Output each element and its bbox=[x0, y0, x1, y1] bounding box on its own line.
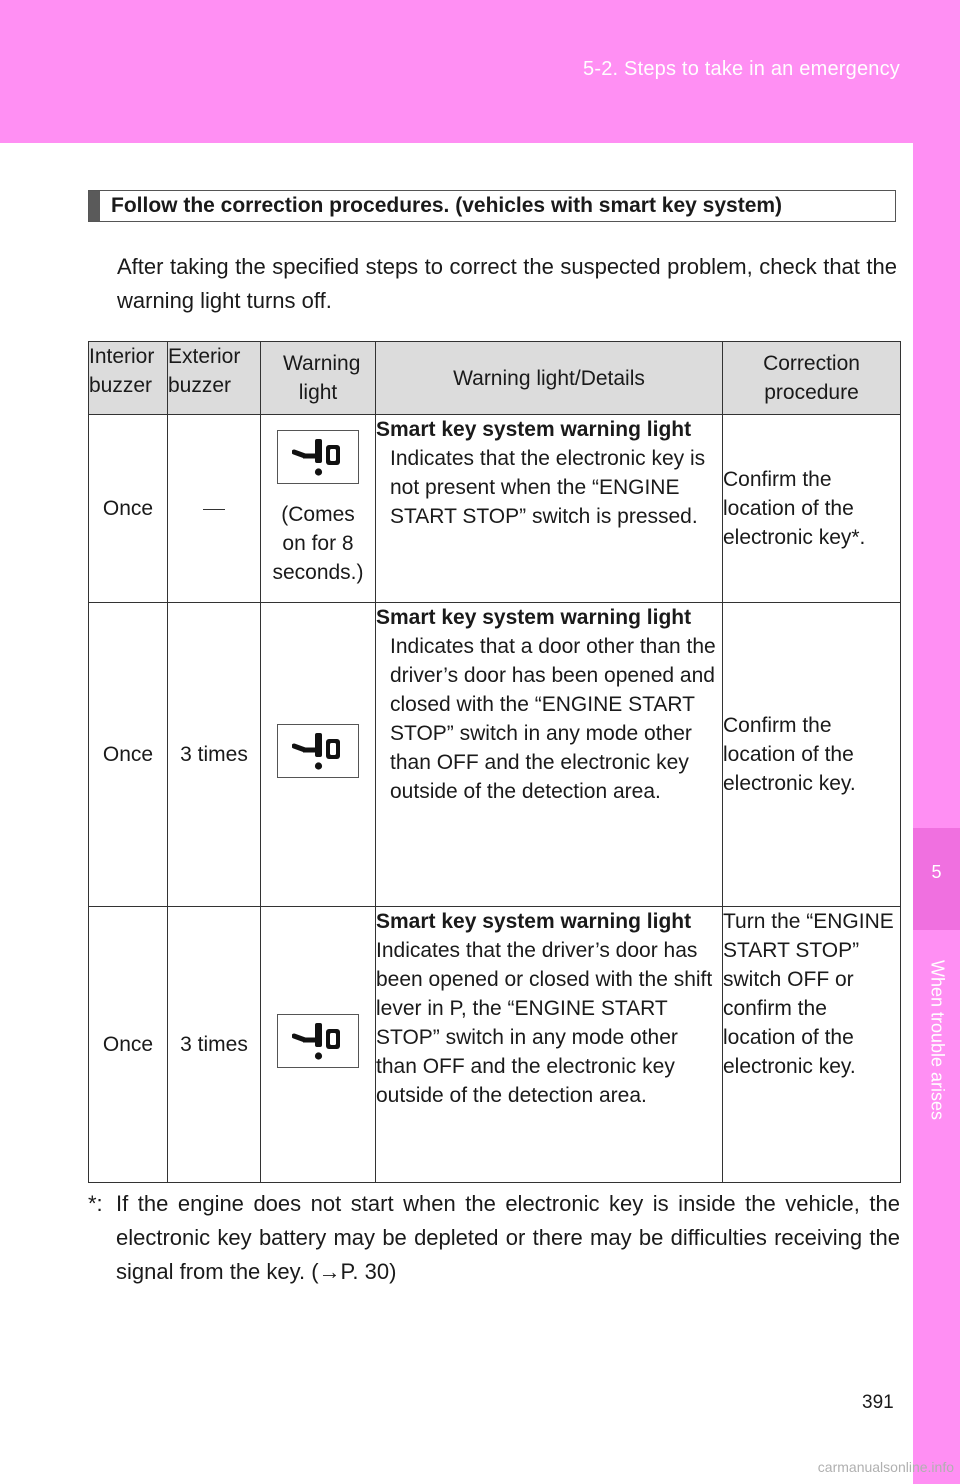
intro-paragraph: After taking the specified steps to correct the suspected problem, check that the warning light turns off. bbox=[117, 254, 897, 313]
correction-cell: Confirm the location of the electronic key. bbox=[723, 603, 901, 907]
page-number: 391 bbox=[862, 1392, 894, 1413]
header-warning-light: Warning light bbox=[261, 342, 376, 415]
heading-text: Follow the correction procedures. (vehicles with smart key system) bbox=[111, 194, 783, 217]
table-row bbox=[89, 415, 901, 603]
exterior-buzzer-cell: 3 times bbox=[168, 907, 261, 1183]
details-title: Smart key system warning light bbox=[376, 910, 692, 933]
dash-icon bbox=[203, 509, 225, 510]
smart-key-warning-icon bbox=[277, 724, 359, 778]
page-header bbox=[0, 0, 960, 143]
details-title: Smart key system warning light bbox=[376, 418, 692, 441]
table-header-row bbox=[89, 342, 901, 415]
header-details: Warning light/Details bbox=[376, 342, 723, 415]
interior-buzzer-cell: Once bbox=[89, 907, 168, 1183]
details-cell bbox=[376, 603, 723, 907]
footnote bbox=[88, 1187, 900, 1289]
header-interior-buzzer: Interior buzzer bbox=[89, 342, 168, 415]
side-tab bbox=[913, 143, 960, 1484]
details-cell bbox=[376, 907, 723, 1183]
header-section-title: 5-2. Steps to take in an emergency bbox=[583, 58, 900, 80]
warning-table bbox=[88, 341, 901, 1183]
interior-buzzer-cell: Once bbox=[89, 415, 168, 603]
header-correction: Correction procedure bbox=[723, 342, 901, 415]
watermark: carmanualsonline.info bbox=[817, 1459, 954, 1475]
correction-cell: Turn the “ENGINE START STOP” switch OFF or confirm the location of the electronic key. bbox=[723, 907, 901, 1183]
details-text: Indicates that a door other than the driver’s door has been opened and closed with the “ENGINE START STOP” switch in any mode other than OFF and the electronic key outside of the detection area. bbox=[390, 635, 716, 803]
warning-light-cell bbox=[261, 603, 376, 907]
warning-light-cell bbox=[261, 415, 376, 603]
table-row bbox=[89, 907, 901, 1183]
correction-cell: Confirm the location of the electronic key*. bbox=[723, 415, 901, 603]
footnote-mark: *: bbox=[88, 1191, 103, 1216]
exterior-buzzer-cell: 3 times bbox=[168, 603, 261, 907]
details-title: Smart key system warning light bbox=[376, 606, 692, 629]
details-text: Indicates that the driver’s door has been opened or closed with the shift lever in P, the “ENGINE START STOP” switch in any mode other than OFF and the electronic key outside of the detection area. bbox=[376, 939, 713, 1107]
heading-bar bbox=[89, 191, 100, 221]
warning-light-note: (Comes on for 8 seconds.) bbox=[272, 503, 364, 584]
details-text: Indicates that the electronic key is not present when the “ENGINE START STOP” switch is pressed. bbox=[390, 447, 706, 528]
interior-buzzer-cell: Once bbox=[89, 603, 168, 907]
details-cell bbox=[376, 415, 723, 603]
exterior-buzzer-cell bbox=[168, 415, 261, 603]
footnote-text: If the engine does not start when the electronic key is inside the vehicle, the electronic key battery may be depleted or there may be difficulties receiving the signal from the key. (→P. 30) bbox=[116, 1191, 900, 1284]
warning-light-cell bbox=[261, 907, 376, 1183]
section-heading bbox=[88, 190, 896, 222]
smart-key-warning-icon bbox=[277, 430, 359, 484]
smart-key-warning-icon bbox=[277, 1014, 359, 1068]
table-row bbox=[89, 603, 901, 907]
tab-chapter-title: When trouble arises bbox=[927, 959, 948, 1121]
header-exterior-buzzer: Exterior buzzer bbox=[168, 342, 261, 415]
tab-number: 5 bbox=[931, 862, 942, 882]
